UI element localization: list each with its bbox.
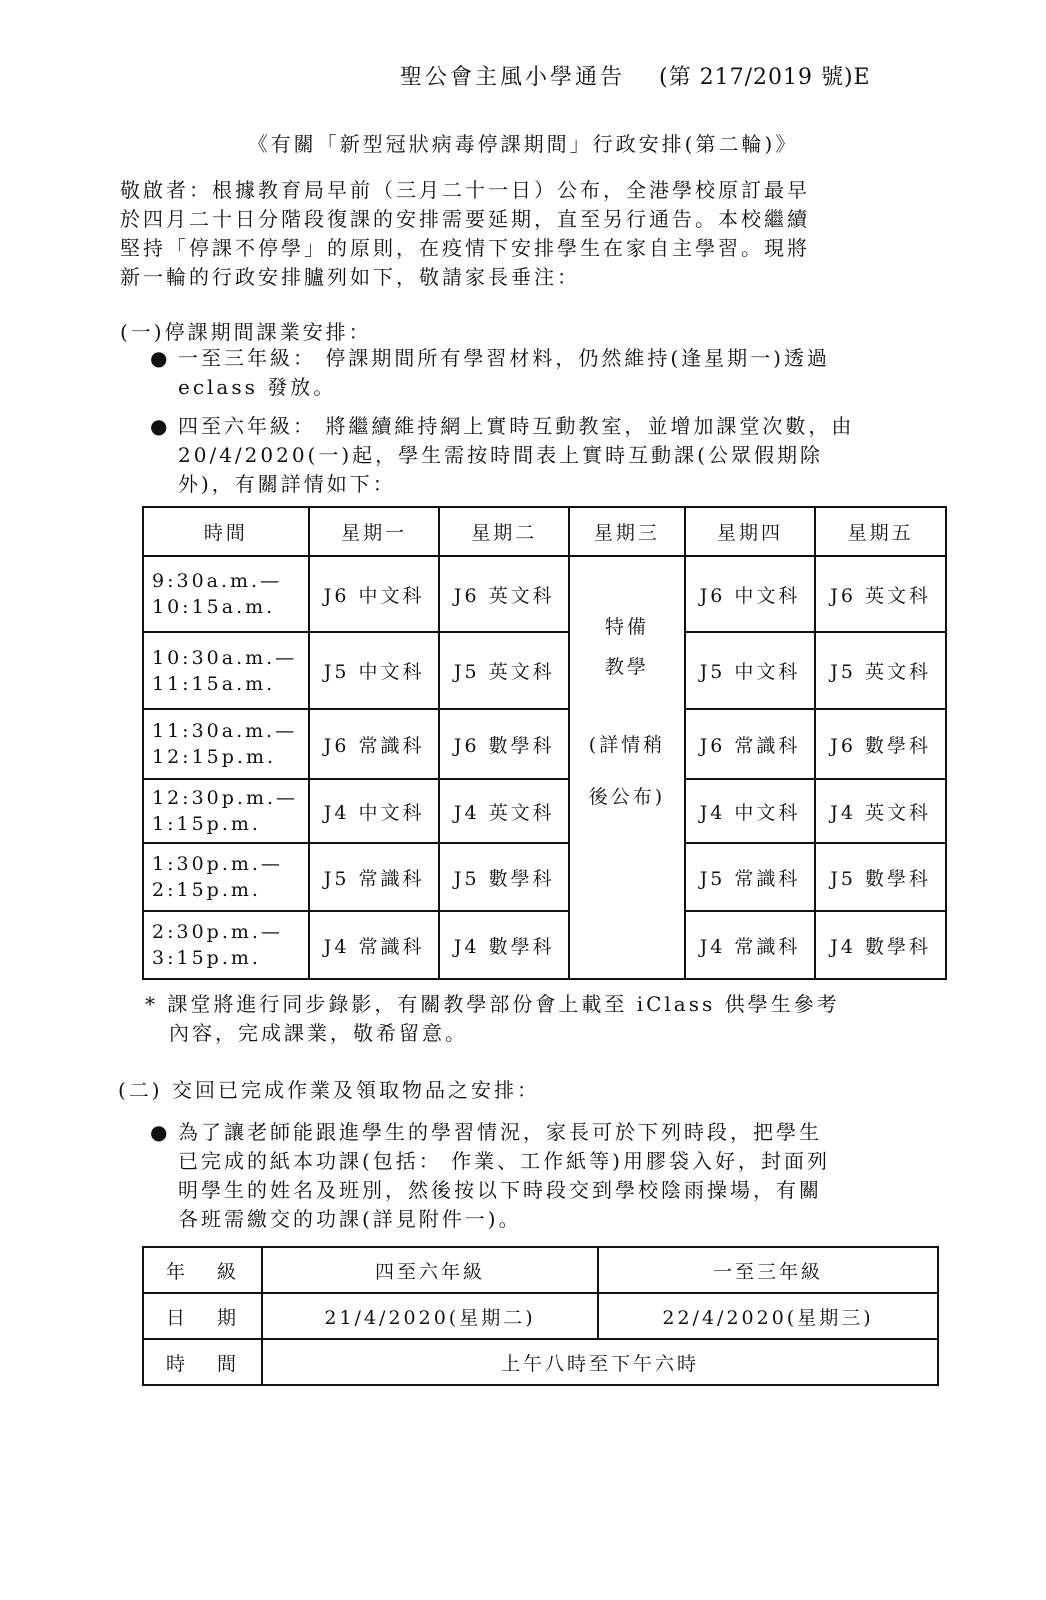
class-cell: J4 數學科	[815, 911, 946, 979]
intro-line: 新一輪的行政安排臚列如下，敬請家長垂注：	[120, 265, 580, 289]
class-cell: J4 數學科	[439, 911, 569, 979]
class-cell: J5 常識科	[309, 843, 440, 911]
bullet-line: 各班需繳交的功課(詳見附件一)。	[178, 1207, 522, 1231]
bullet-dot-icon: ●	[150, 346, 171, 370]
class-cell: J4 中文科	[309, 779, 440, 843]
table-row	[143, 556, 946, 632]
note-line: * 課堂將進行同步錄影，有關教學部份會上載至 iClass 供學生參考	[145, 992, 840, 1016]
bullet-item	[150, 1118, 950, 1238]
intro-line: 堅持「停課不停學」的原則，在疫情下安排學生在家自主學習。現將	[120, 236, 810, 260]
table-row	[143, 911, 946, 979]
recording-note	[145, 990, 950, 1048]
class-cell: J5 英文科	[439, 632, 569, 709]
notice-header	[400, 60, 871, 91]
bullet-line: 一至三年級： 停課期間所有學習材料，仍然維持(逢星期一)透過	[178, 346, 830, 370]
grade-cell: 一至三年級	[598, 1247, 938, 1293]
table-row	[143, 1247, 938, 1293]
time-cell: 1:30p.m.— 2:15p.m.	[143, 843, 309, 911]
class-cell: J5 數學科	[815, 843, 946, 911]
class-cell: J4 常識科	[685, 911, 816, 979]
bullet-item	[150, 344, 950, 404]
class-cell: J6 數學科	[439, 709, 569, 779]
class-cell: J5 常識科	[685, 843, 816, 911]
table-row	[143, 632, 946, 709]
schedule-header-row	[143, 507, 946, 556]
table-row	[143, 843, 946, 911]
section-1-heading: (一)停課期間課業安排：	[120, 320, 372, 344]
bullet-item	[150, 412, 950, 502]
bullet-dot-icon: ●	[150, 1120, 171, 1144]
time-cell: 12:30p.m.— 1:15p.m.	[143, 779, 309, 843]
schedule-table	[142, 506, 947, 980]
time-label: 時 間	[143, 1339, 262, 1385]
header-cell: 星期一	[309, 507, 440, 556]
bullet-line: 外)，有關詳情如下：	[178, 472, 396, 496]
wednesday-special-cell: 特備 教學 (詳情稍 後公布)	[569, 556, 685, 979]
table-row	[143, 709, 946, 779]
intro-line: 敬啟者：根據教育局早前（三月二十一日）公布，全港學校原訂最早	[120, 178, 810, 202]
school-name: 聖公會主風小學通告	[400, 65, 626, 90]
class-cell: J4 常識科	[309, 911, 440, 979]
table-row	[143, 1339, 938, 1385]
class-cell: J5 中文科	[685, 632, 816, 709]
time-cell: 11:30a.m.— 12:15p.m.	[143, 709, 309, 779]
class-cell: J6 數學科	[815, 709, 946, 779]
header-cell: 星期四	[685, 507, 816, 556]
table-row	[143, 1293, 938, 1339]
section-2-heading: (二) 交回已完成作業及領取物品之安排：	[118, 1078, 540, 1102]
note-line: 內容，完成課業，敬希留意。	[169, 1021, 468, 1045]
handin-schedule-table	[142, 1246, 939, 1386]
date-cell: 21/4/2020(星期二)	[262, 1293, 598, 1339]
intro-paragraph	[120, 176, 950, 292]
intro-line: 於四月二十日分階段復課的安排需要延期，直至另行通告。本校繼續	[120, 207, 810, 231]
bullet-line: 明學生的姓名及班別，然後按以下時段交到學校陰雨操場，有關	[178, 1178, 822, 1202]
table-row	[143, 779, 946, 843]
class-cell: J5 數學科	[439, 843, 569, 911]
class-cell: J5 中文科	[309, 632, 440, 709]
header-cell: 時間	[143, 507, 309, 556]
bullet-dot-icon: ●	[150, 414, 171, 438]
class-cell: J4 英文科	[439, 779, 569, 843]
class-cell: J4 中文科	[685, 779, 816, 843]
class-cell: J6 常識科	[309, 709, 440, 779]
time-cell: 上午八時至下午六時	[262, 1339, 938, 1385]
grade-label: 年 級	[143, 1247, 262, 1293]
date-cell: 22/4/2020(星期三)	[598, 1293, 938, 1339]
date-label: 日 期	[143, 1293, 262, 1339]
class-cell: J4 英文科	[815, 779, 946, 843]
class-cell: J6 英文科	[439, 556, 569, 632]
class-cell: J6 常識科	[685, 709, 816, 779]
bullet-line: eclass 發放。	[178, 375, 337, 399]
header-cell: 星期五	[815, 507, 946, 556]
header-cell: 星期三	[569, 507, 685, 556]
bullet-line: 為了讓老師能跟進學生的學習情況，家長可於下列時段，把學生	[178, 1120, 822, 1144]
time-cell: 2:30p.m.— 3:15p.m.	[143, 911, 309, 979]
grade-cell: 四至六年級	[262, 1247, 598, 1293]
notice-title: 《有關「新型冠狀病毒停課期間」行政安排(第二輪)》	[247, 132, 799, 156]
notice-number: (第 217/2019 號)E	[659, 65, 871, 90]
time-cell: 9:30a.m.— 10:15a.m.	[143, 556, 309, 632]
class-cell: J6 英文科	[815, 556, 946, 632]
class-cell: J5 英文科	[815, 632, 946, 709]
class-cell: J6 中文科	[685, 556, 816, 632]
bullet-line: 已完成的紙本功課(包括： 作業、工作紙等)用膠袋入好，封面列	[178, 1149, 830, 1173]
header-cell: 星期二	[439, 507, 569, 556]
bullet-line: 四至六年級： 將繼續維持網上實時互動教室，並增加課堂次數，由	[178, 414, 855, 438]
class-cell: J6 中文科	[309, 556, 440, 632]
time-cell: 10:30a.m.— 11:15a.m.	[143, 632, 309, 709]
bullet-line: 20/4/2020(一)起，學生需按時間表上實時互動課(公眾假期除	[178, 443, 823, 467]
